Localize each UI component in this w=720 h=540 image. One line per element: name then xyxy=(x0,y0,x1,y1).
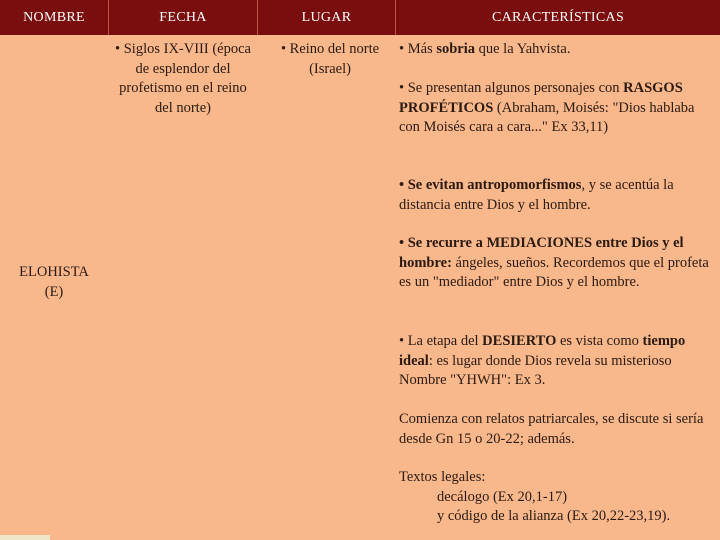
text-bold: DESIERTO xyxy=(482,333,557,349)
header-fecha: FECHA xyxy=(159,10,207,25)
footer-strip xyxy=(0,535,50,540)
text-bold: • Se recurre a MEDIACIONES entre Dios y el hombre: xyxy=(399,235,684,271)
header-lugar: LUGAR xyxy=(301,10,352,25)
nombre-cell xyxy=(0,263,108,302)
textos-legales-item: y código de la alianza (Ex 20,22-23,19). xyxy=(437,508,671,524)
text: es vista como xyxy=(556,333,643,349)
text: ángeles, sueños. Recordemos que el profeta es un "mediador" entre Dios y el hombre. xyxy=(399,254,709,290)
header-caracteristicas: CARACTERÍSTICAS xyxy=(491,10,625,25)
feature-profeticos xyxy=(399,79,719,138)
textos-legales-heading: Textos legales: xyxy=(399,469,486,485)
table-header xyxy=(0,0,720,35)
lugar-cell: • Reino del norte (Israel) xyxy=(280,41,380,77)
text-bold: tiempo ideal xyxy=(399,333,686,369)
text-bold: RASGOS PROFÉTICOS xyxy=(399,80,683,116)
text: (Abraham, Moisés: "Dios hablaba con Moisés cara a cara..." Ex 33,11) xyxy=(399,99,695,135)
text: • Se presentan algunos personajes con xyxy=(399,80,624,96)
text: • Más xyxy=(399,41,437,57)
nombre-abbrev: (E) xyxy=(44,283,64,300)
fecha-cell: • Siglos IX-VIII (época de esplendor del profetismo en el reino del norte) xyxy=(115,41,251,116)
text: • La etapa del xyxy=(399,333,483,349)
feature-sobria xyxy=(399,40,719,60)
text-bold: • Se evitan antropomorfismos xyxy=(399,177,582,193)
feature-mediaciones xyxy=(399,234,719,293)
header-nombre: NOMBRE xyxy=(23,10,85,25)
text: , y se acentúa la distancia entre Dios y el hombre. xyxy=(399,177,674,213)
feature-textos-legales xyxy=(399,468,719,527)
nombre-title: ELOHISTA xyxy=(19,264,89,280)
feature-desierto xyxy=(399,332,719,391)
text-bold: sobria xyxy=(436,41,475,57)
feature-relatos: Comienza con relatos patriarcales, se discute si sería desde Gn 15 o 20-22; además. xyxy=(399,411,704,447)
caracteristicas-cell xyxy=(399,40,719,60)
text: que la Yahvista. xyxy=(474,41,571,57)
feature-antropomorfismos xyxy=(399,176,719,215)
textos-legales-item: decálogo (Ex 20,1-17) xyxy=(437,488,568,505)
text: : es lugar donde Dios revela su misterioso Nombre "YHWH": Ex 3. xyxy=(399,352,672,388)
